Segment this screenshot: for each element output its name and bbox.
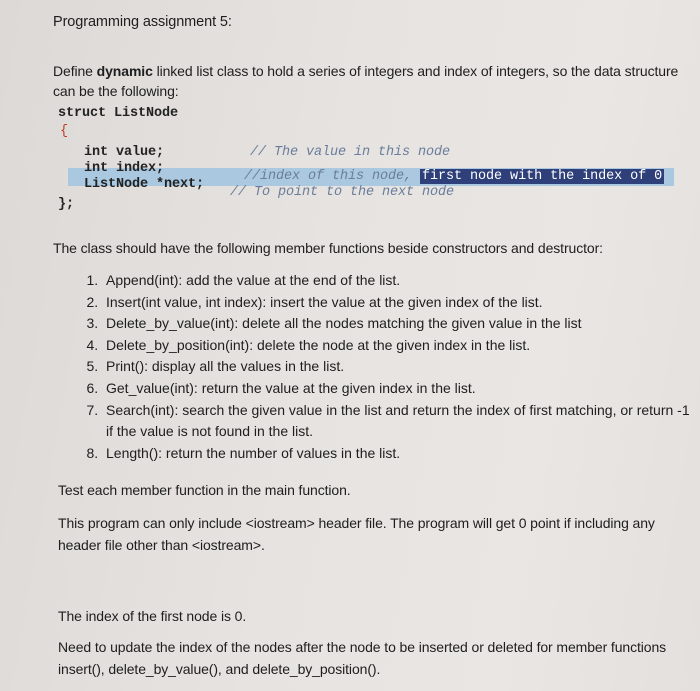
- intro-line-2: can be the following:: [53, 83, 179, 99]
- code-comment-index-text: //index of this node,: [244, 169, 413, 184]
- assignment-title: Programming assignment 5:: [53, 14, 232, 30]
- selected-text[interactable]: first node with the index of 0: [422, 169, 663, 184]
- list-item: Length(): return the number of values in the list.: [106, 445, 401, 461]
- code-field-next: ListNode *next;: [84, 177, 205, 192]
- code-comment-index: [244, 169, 664, 185]
- list-item-continuation: if the value is not found in the list.: [106, 423, 314, 439]
- list-number: 1.: [86, 272, 98, 288]
- include-note-line-1: This program can only include <iostream> header file. The program will get 0 point if including any: [58, 515, 655, 531]
- intro-text-a: Define: [53, 63, 97, 79]
- list-number: 4.: [86, 337, 98, 353]
- code-close-brace: };: [58, 197, 75, 212]
- class-intro: The class should have the following member functions beside constructors and destructor:: [53, 240, 603, 256]
- list-item: Get_value(int): return the value at the given index in the list.: [106, 380, 476, 396]
- list-number: 7.: [86, 402, 98, 418]
- list-number: 2.: [86, 294, 98, 310]
- code-comment-value: // The value in this node: [250, 145, 451, 160]
- list-item: Delete_by_value(int): delete all the nodes matching the given value in the list: [106, 315, 582, 331]
- code-field-index: int index;: [84, 161, 165, 176]
- list-number: 3.: [86, 315, 98, 331]
- update-note-line-2: insert(), delete_by_value(), and delete_by_position().: [58, 661, 381, 677]
- intro-bold-word: dynamic: [96, 63, 153, 79]
- list-item: Delete_by_position(int): delete the node at the given index in the list.: [106, 337, 531, 353]
- list-number: 5.: [86, 358, 98, 374]
- list-number: 8.: [86, 445, 98, 461]
- include-note-line-2: header file other than <iostream>.: [58, 537, 265, 553]
- list-item: Search(int): search the given value in the list and return the index of first matching, or return -1: [106, 402, 690, 418]
- code-comment-next: // To point to the next node: [230, 185, 455, 200]
- list-item: Append(int): add the value at the end of the list.: [106, 272, 401, 288]
- code-field-value: int value;: [84, 145, 165, 160]
- test-note: Test each member function in the main function.: [58, 482, 351, 498]
- code-open-brace: {: [60, 124, 69, 139]
- list-item: Insert(int value, int index): insert the value at the given index of the list.: [106, 294, 543, 310]
- list-item: Print(): display all the values in the list.: [106, 358, 345, 374]
- list-number: 6.: [86, 380, 98, 396]
- update-note-line-1: Need to update the index of the nodes after the node to be inserted or deleted for member functions: [58, 639, 667, 655]
- intro-line-1: [53, 62, 678, 80]
- code-struct-line: struct ListNode: [58, 106, 179, 121]
- intro-text-b: linked list class to hold a series of integers and index of integers, so the data structure: [152, 63, 679, 79]
- index-note: The index of the first node is 0.: [58, 608, 247, 624]
